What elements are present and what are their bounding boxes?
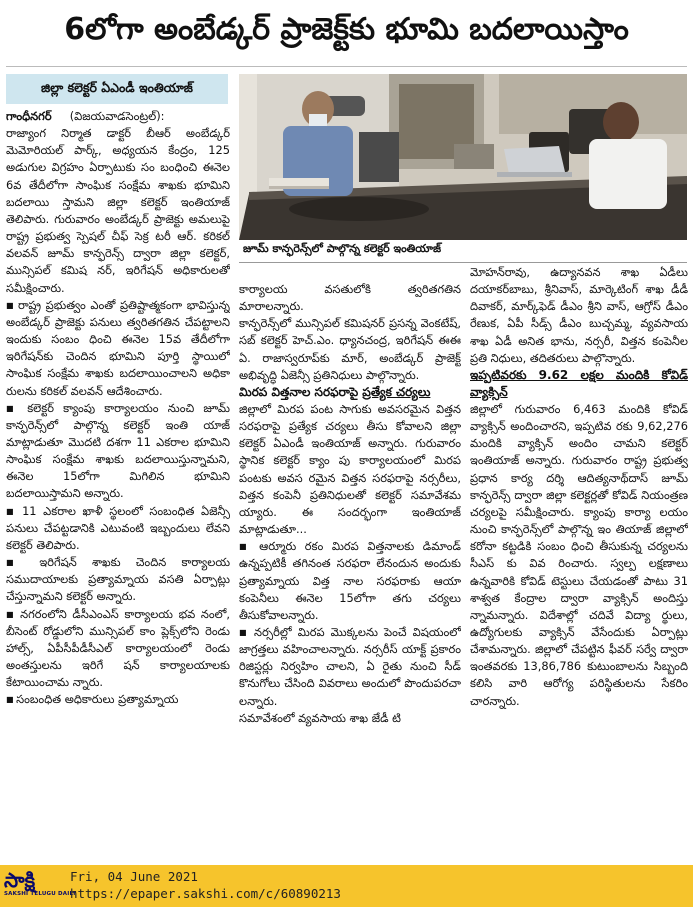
byline: జిల్లా కలెక్టర్‌ ఏఎండీ ఇంతియాజ్‌ [6, 74, 228, 104]
bullet-paragraph: ■ కలెక్టర్‌ క్యాంపు కార్యాలయం నుంచి జూమ్‌ కాన్ఫరెన్స్‌లో పాల్గొన్న కలెక్టర్‌ ఇంతి యాజ్‌ మాట్లాడుతూ మొదటి దశగా 11 ఎకరాల భూమిని సాంఘిక సంక్షేమ శాఖకు బదలాయిస్తున్నామని, ఈనెల 15లోగా మిగిలిన భూమిని బదలాయిస్తామని అన్నారు. [6, 400, 230, 503]
publication-date: Fri, 04 June 2021 [70, 869, 198, 884]
paragraph: జిల్లాలో గురువారం 6,463 మందికి కోవిడ్‌ వ్యాక్సిన్‌ అందించారని, ఇప్పటివ రకు 9,62,276 మందికి వ్యాక్సిన్‌ అందిం చామని కలెక్టర్‌ ఇంతియాజ్‌ అన్నారు. గురువారం రాష్ట్ర ప్రభుత్వ ప్రధాన కార్య దర్శి ఆదిత్యనాథ్‌దాస్‌ జూమ్‌ కాన్ఫరెన్స్‌ ద్వారా జిల్లా కలెక్టర్లతో కోవిడ్‌ నియంత్రణ చర్యలపై సమీక్షించారు. క్యాంపు కార్యా లయం నుంచి కాన్ఫరెన్స్‌లో పాల్గొన్న ఇం తియాజ్‌ జిల్లాలో కరోనా కట్టడికి సంబం ధించి తీసుకున్న చర్యలను సీఎస్‌ కు వివ రించారు. స్వల్ప లక్షణాలు ఉన్నవారికి కోవిడ్‌ టెస్టులు చేయడంతో పాటు 31 శాశ్వత కేంద్రాల ద్వారా వ్యాక్సిన్‌ అందిస్తు న్నామన్నారు. విదేశాల్లో చదివే విద్యా ర్థులు, ఉద్యోగులకు వ్యాక్సిన్‌ వేసేందుకు ఏర్పాట్లు చేశామన్నారు. జిల్లాలో చేపట్టిన ఫీవర్‌ సర్వే ద్వారా ఇంతవరకు 13,86,786 కుటుంబాలను సిబ్బంది కలిసి వారి ఆరోగ్య పరిస్థితులను సేకరిం చారన్నారు. [470, 401, 688, 708]
article-column-3 [470, 264, 688, 863]
paragraph: సమావేశంలో వ్యవసాయ శాఖ జేడీ టి [239, 710, 401, 725]
bullet-paragraph: ■ 11 ఎకరాల ఖాళీ స్థలంలో సంబంధిత ఏజెన్సీ పనులు చేపట్టడానికి ఎటువంటి ఇబ్బందులు లేవని కలెక్టర్‌ తెలిపారు. [6, 503, 230, 554]
bullet-paragraph: ■ రాష్ట్ర ప్రభుత్వం ఎంతో ప్రతిష్టాత్మకంగా భావిస్తున్న అంబేడ్కర్‌ ప్రాజెక్టు పనులు త్వరితగతిన చేపట్టాలని ఇందుకు సంబం ధించి ఈనెల 15వ తేదీలోగా ఇరిగేషన్‌కు చెందిన భూమిని పూర్తి స్థాయిలో సాంఘిక సంక్షేమ శాఖకు బదలాయించాలని అధికా రులను కరికల్‌ వలవన్‌ ఆదేశించారు. [6, 297, 230, 400]
bullet-paragraph: ■ నర్సరీల్లో మిరప మొక్కలను పెంచే విషయంలో జాగ్రత్తలు వహించాలన్నారు. నర్సరీస్‌ యాక్ట్‌ ప్రకారం రిజిస్టర్లు నిర్వహిం చాలని, ఏ రైతు నుంచి సీడ్‌ కొనుగోలు చేసింది వివరాలు అందులో పొందుపరచా లన్నారు. [239, 624, 461, 710]
paragraph: కార్యాలయ వసతులోకి త్వరితగతిన మారాలన్నారు. [239, 282, 461, 314]
dateline-paragraph [6, 108, 230, 125]
paragraph: రాజ్యాంగ నిర్మాత డాక్టర్‌ బీఆర్‌ అంబేడ్కర్‌ మెమోరియల్‌ పార్క్‌, అధ్యయన కేంద్రం, 125 అడుగుల విగ్రహం ఏర్పాటుకు సం బంధించి ఈనెల 6వ తేదీలోగా సాంఘిక సంక్షేమ శాఖకు భూమిని బదలాయి స్తామని జిల్లా కలెక్టర్‌ ఇంతియాజ్‌ తెలిపారు. గురువారం అంబేడ్కర్‌ ప్రాజెక్టు అమలుపై రాష్ట్ర ప్రభుత్వ స్పెషల్‌ చీఫ్‌ సెక్ర టరీ ఆర్‌. కరికల్‌ వలవన్‌ జూమ్‌ కాన్ఫరెన్స్‌ ద్వారా జిల్లా కలెక్టర్‌, మున్సిపల్‌ కమిష నర్‌, ఇరిగేషన్‌ అధికారులతో సమీక్షించారు. [6, 126, 230, 295]
subheading [239, 384, 461, 401]
bullet-paragraph: ■ ఇరిగేషన్‌ శాఖకు చెందిన కార్యాలయ సముదాయాలకు ప్రత్యామ్నాయ వసతి ఏర్పాట్లు చేస్తున్నామని కలెక్టర్‌ అన్నారు. [6, 554, 230, 605]
article-column-2 [239, 281, 461, 863]
logo-subtitle: SAKSHI TELUGU DAILY [4, 891, 77, 897]
paragraph: కాన్ఫరెన్స్‌లో మున్సిపల్‌ కమిషనర్‌ ప్రసన్న వెంకటేష్‌, సబ్‌ కలెక్టర్‌ హెచ్‌.ఎం. ధ్యానచంద్ర, ఇరిగేషన్‌ ఈఈ ఏ. రాజాస్వరూప్‌కు మార్‌, అంబేడ్కర్‌ ప్రాజెక్ట్‌ అభివృద్ధి ఏజెన్సీ ప్రతినిధులు పాల్గొన్నారు. [239, 316, 461, 382]
caption-rule [239, 262, 687, 263]
subheading-text: మిరప విత్తనాల సరఫరాపై [239, 384, 363, 399]
bullet-paragraph: ■ సంబంధిత అధికారులు ప్రత్యామ్నాయ [6, 691, 230, 708]
dateline: గాంధీనగర్‌ [6, 109, 52, 123]
bullet-paragraph: ■ నగరంలోని డీసీఎంఎస్‌ కార్యాలయ భవ నంలో, బీసెంట్‌ రోడ్డులోని మున్సిపల్‌ కాం ప్లెక్స్‌లోని రెండు హాల్స్‌, ఏపీసీపీడీసీఎల్‌ కార్యాలయంలో రెండు అంతస్తులను ఇరిగే షన్‌ కార్యాలయాలకు కేటాయించామ న్నారు. [6, 606, 230, 692]
news-photo [239, 74, 687, 240]
meeting-photo-illustration [239, 74, 687, 240]
headline-rule [6, 66, 687, 67]
paragraph: మోహన్‌రావు, ఉద్యానవన శాఖ ఏడీలు దయాకర్‌బాబు, శ్రీనివాస్‌, మార్కెటింగ్‌ శాఖ డీడీ దివాకర్‌, మార్క్‌ఫెడ్‌ డీఎం శ్రీని వాస్‌, ఆగ్రోస్‌ డీఎం రేణుక, ఏపీ సీడ్స్‌ డీఎం బుచ్చమ్మ, వ్యవసాయ శాఖ ఏడీ అనిత భాను, నర్సరీ, విత్తన కంపెనీల ప్రతి నిధులు, తదితరులు పాల్గొన్నారు. [470, 265, 688, 365]
logo-wordmark: సాక్షి [4, 868, 36, 892]
subheading [470, 367, 688, 401]
paragraph: జిల్లాలో మిరప పంట సాగుకు అవసరమైన విత్తన సరఫరాపై ప్రత్యేక చర్యలు తీసు కోవాలని జిల్లా కలెక్టర్‌ ఏఎండీ ఇంతియాజ్‌ అన్నారు. గురువారం స్థానిక కలెక్టర్‌ క్యాం పు కార్యాలయంలో మిరప పంటకు అవస రమైన విత్తన సరఫరాపై నర్సరీలు, విత్తన కంపెనీ ప్రతినిధులతో కలెక్టర్‌ సమావేశమ య్యారు. ఈ సందర్భంగా ఇంతియాజ్‌ మాట్లాడుతూ... [239, 401, 461, 537]
subheading-underlined: ఇప్పటివరకు 9.62 లక్షల మందికి కోవిడ్‌ వ్యాక్సిన్‌ [470, 367, 688, 399]
source-tag: (విజయవాడసెంట్రల్‌): [69, 109, 165, 123]
photo-caption: జూమ్‌ కాన్ఫరెన్స్‌లో పాల్గొన్న కలెక్టర్‌ ఇంతియాజ్‌ [243, 242, 442, 255]
subheading-underlined: ప్రత్యేక చర్యలు [362, 384, 431, 399]
article-column-1 [6, 108, 230, 863]
epaper-link[interactable]: https://epaper.sakshi.com/c/60890213 [70, 886, 341, 901]
headline: 6లోగా అంబేడ్కర్‌ ప్రాజెక్ట్‌కు భూమి బదలాయిస్తాం [64, 12, 629, 47]
sakshi-logo [4, 868, 77, 903]
bullet-paragraph: ■ ఆర్మూరు రకం మిరప విత్తనాలకు డిమాండ్‌ ఉన్నప్పటికీ తగినంత సరఫరా లేనందున అందుకు ప్రత్యామ్నాయ విత్త నాల సరఫరాకు ఆయా కంపెనీలు ఈనెల 15లోగా తగు చర్యలు తీసుకోవాలన్నారు. [239, 538, 461, 624]
footer-bar [0, 865, 693, 907]
